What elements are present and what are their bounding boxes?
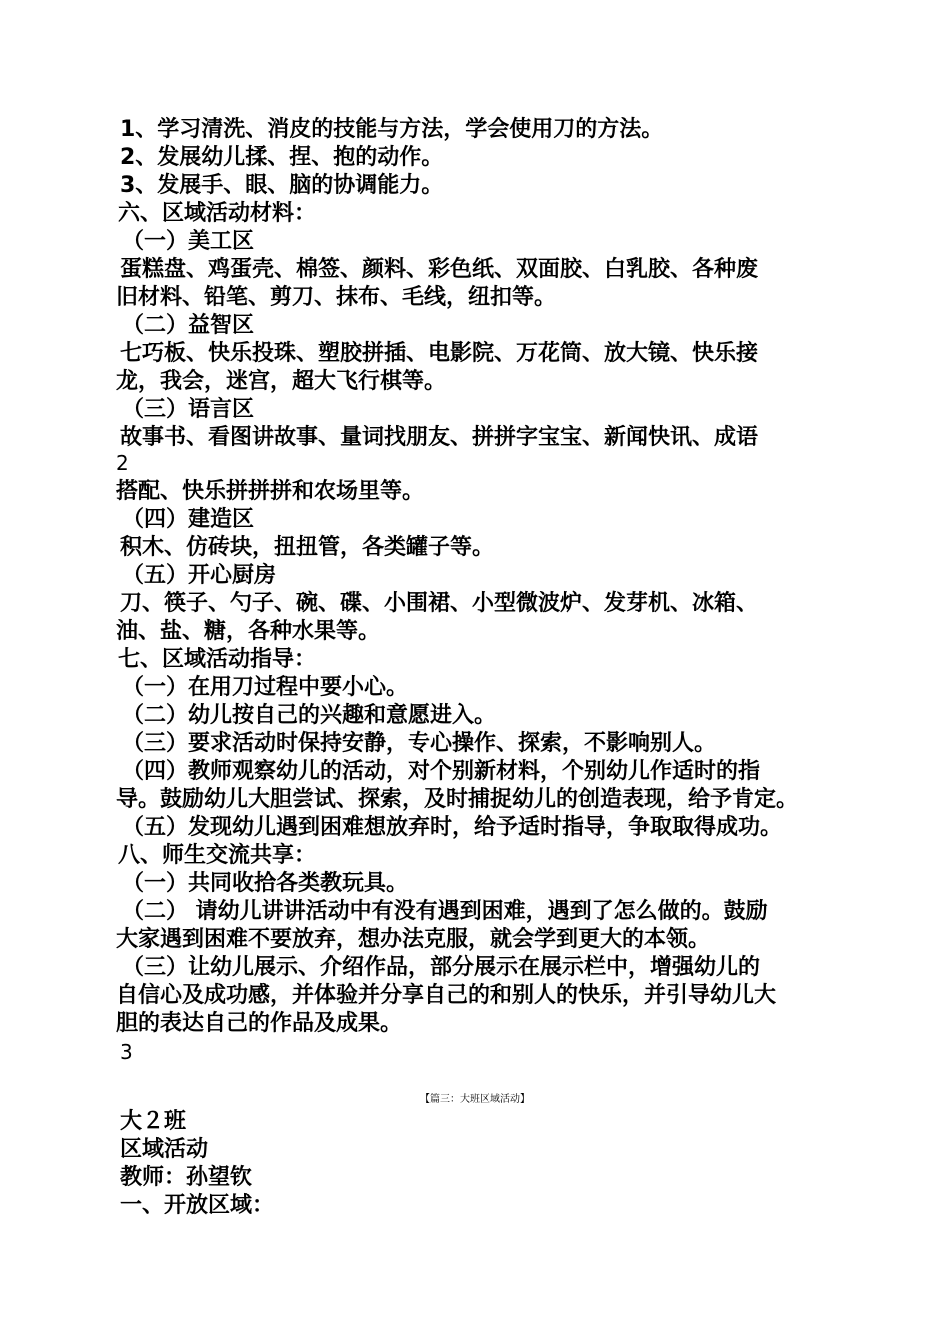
teacher-name: 教师：孙望钦 xyxy=(120,1165,253,1190)
build-area-text: 积木、仿砖块，扭扭管，各类罐子等。 xyxy=(120,535,495,560)
guidance-item-4: （四）教师观察幼儿的活动，对个别新材料，个别幼儿作适时的指 xyxy=(122,759,761,784)
objective-1: 1、学习清洗、消皮的技能与方法，学会使用刀的方法。 xyxy=(120,117,664,142)
puzzle-area-title: （二）益智区 xyxy=(122,313,255,338)
kitchen-area-text: 刀、筷子、勺子、碗、碟、小围裙、小型微波炉、发芽机、冰箱、 xyxy=(120,591,759,616)
section-one-title: 一、开放区域： xyxy=(120,1193,275,1218)
kitchen-area-title: （五）开心厨房 xyxy=(122,563,277,588)
sharing-item-3: 自信心及成功感，并体验并分享自己的和别人的快乐，并引导幼儿大 xyxy=(116,983,777,1008)
language-area-text: 故事书、看图讲故事、量词找朋友、拼拼字宝宝、新闻快讯、成语 xyxy=(120,425,759,450)
build-area-title: （四）建造区 xyxy=(122,507,255,532)
puzzle-area-text: 七巧板、快乐投珠、塑胶拼插、电影院、万花筒、放大镜、快乐接 xyxy=(120,341,759,366)
section-eight-title: 八、师生交流共享： xyxy=(118,843,317,868)
class-name: 大２班 xyxy=(120,1109,187,1134)
sharing-item-3: 胆的表达自己的作品及成果。 xyxy=(116,1011,403,1036)
part-three-heading: 【篇三：大班区域活动】 xyxy=(420,1094,530,1105)
kitchen-area-text: 油、盐、糖，各种水果等。 xyxy=(116,619,381,644)
art-area-text: 蛋糕盘、鸡蛋壳、棉签、颜料、彩色纸、双面胶、白乳胶、各种废 xyxy=(120,257,759,282)
sharing-item-1: （一）共同收拾各类教玩具。 xyxy=(122,871,409,896)
objective-2: 2、发展幼儿揉、捏、抱的动作。 xyxy=(120,145,444,170)
section-six-title: 六、区域活动材料： xyxy=(118,201,317,226)
objective-3: 3、发展手、眼、脑的协调能力。 xyxy=(120,173,444,198)
sharing-item-2: （二） 请幼儿讲讲活动中有没有遇到困难，遇到了怎么做的。鼓励 xyxy=(122,899,768,924)
sharing-item-3: （三）让幼儿展示、介绍作品，部分展示在展示栏中，增强幼儿的 xyxy=(122,955,761,980)
guidance-item-4: 导。鼓励幼儿大胆尝试、探索，及时捕捉幼儿的创造表现，给予肯定。 xyxy=(116,787,799,812)
guidance-item-5: （五）发现幼儿遇到困难想放弃时，给予适时指导，争取取得成功。 xyxy=(122,815,783,840)
guidance-item-1: （一）在用刀过程中要小心。 xyxy=(122,675,409,700)
section-seven-title: 七、区域活动指导： xyxy=(118,647,317,672)
language-area-title: （三）语言区 xyxy=(122,397,255,422)
page-number: 2 xyxy=(116,451,129,475)
language-area-text: 搭配、快乐拼拼拼和农场里等。 xyxy=(116,479,425,504)
puzzle-area-text: 龙，我会，迷宫，超大飞行棋等。 xyxy=(116,369,447,394)
guidance-item-2: （二）幼儿按自己的兴趣和意愿进入。 xyxy=(122,703,497,728)
activity-subject: 区域活动 xyxy=(120,1137,209,1162)
page-number: 3 xyxy=(120,1040,133,1064)
art-area-text: 旧材料、铅笔、剪刀、抹布、毛线，纽扣等。 xyxy=(116,285,557,310)
guidance-item-3: （三）要求活动时保持安静，专心操作、探索，不影响别人。 xyxy=(122,731,717,756)
sharing-item-2: 大家遇到困难不要放弃，想办法克服，就会学到更大的本领。 xyxy=(116,927,711,952)
art-area-title: （一）美工区 xyxy=(122,229,255,254)
